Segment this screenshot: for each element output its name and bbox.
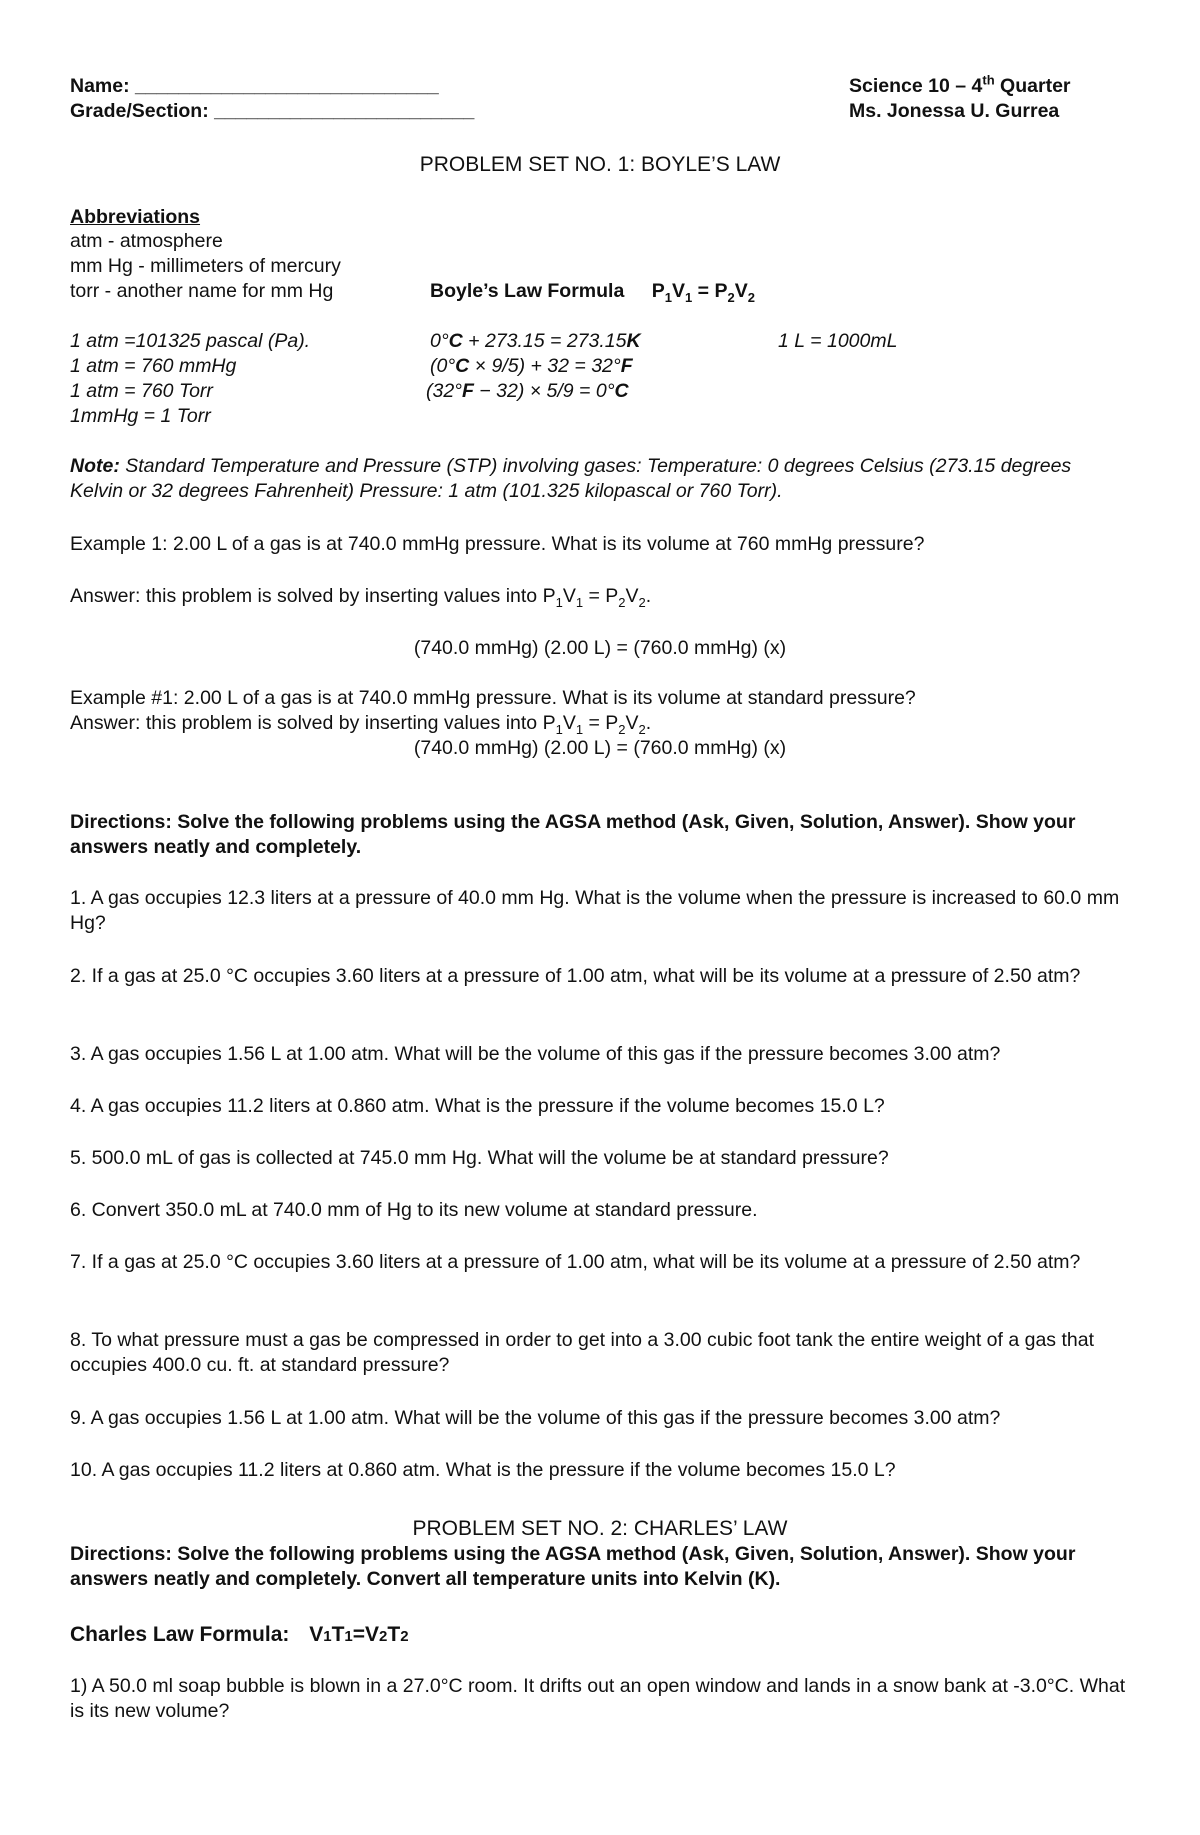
note-label: Note: [70,455,120,477]
formula-expression: V1T1=V2T2 [309,1623,409,1646]
charles-law-formula [70,1622,409,1649]
teacher-name: Ms. Jonessa U. Gurrea [849,100,1060,122]
set2-directions: Directions: Solve the following problems using the AGSA method (Ask, Given, Solution, Answer). Show your answers neatly and completely. Convert all temperature units into Kelvin (K). [70,1543,1076,1590]
conversion-item: 1mmHg = 1 Torr [70,405,211,427]
grade-label: Grade/Section: [70,100,215,122]
problem-item: 9. A gas occupies 1.56 L at 1.00 atm. What will be the volume of this gas if the pressure becomes 3.00 atm? [70,1407,1001,1429]
set2-title: PROBLEM SET NO. 2: CHARLES’ LAW [412,1517,788,1540]
name-label: Name: [70,75,136,97]
name-blank: ____________________________ [135,75,439,97]
grade-blank: ________________________ [214,100,475,122]
problem-item: 4. A gas occupies 11.2 liters at 0.860 atm. What is the pressure if the volume becomes 15.0 L? [70,1095,885,1117]
formula-label: Charles Law Formula: [70,1623,290,1646]
example-answer: Answer: this problem is solved by inserting values into $P_1V_1 = P_2V_2$. [70,585,652,610]
abbreviation-item: mm Hg - millimeters of mercury [70,255,341,277]
example-2: Example #1: 2.00 L of a gas is at 740.0 mmHg pressure. What is its volume at standard pressure? [70,687,916,709]
problem-item: 8. To what pressure must a gas be compressed in order to get into a 3.00 cubic foot tank the entire weight of a gas that occupies 400.0 cu. ft. at standard pressure? [70,1329,1094,1376]
abbreviation-item: atm - atmosphere [70,230,223,252]
problem-item: 10. A gas occupies 11.2 liters at 0.860 atm. What is the pressure if the volume becomes 15.0 L? [70,1459,896,1481]
abbreviation-item: torr - another name for mm Hg [70,280,334,302]
set1-directions: Directions: Solve the following problems using the AGSA method (Ask, Given, Solution, Answer). Show your answers neatly and completely. [70,811,1076,858]
problem-item: 1) A 50.0 ml soap bubble is blown in a 27.0°C room. It drifts out an open window and lands in a snow bank at -3.0°C. What is its new volume? [70,1675,1126,1722]
boyles-law-formula [430,279,755,304]
example-1: Example 1: 2.00 L of a gas is at 740.0 mmHg pressure. What is its volume at 760 mmHg pressure? [70,533,925,555]
problem-item: 7. If a gas at 25.0 °C occupies 3.60 liters at a pressure of 1.00 atm, what will be its volume at a pressure of 2.50 atm? [70,1251,1081,1273]
problem-item: 6. Convert 350.0 mL at 740.0 mm of Hg to its new volume at standard pressure. [70,1199,758,1221]
problem-item: 5. 500.0 mL of gas is collected at 745.0 mm Hg. What will the volume be at standard pressure? [70,1147,889,1169]
conversion-item: 1 atm =101325 pascal (Pa). [70,330,311,352]
temperature-formula: (32°F − 32) × 5/9 = 0°C [426,380,629,402]
problem-item: 3. A gas occupies 1.56 L at 1.00 atm. What will be the volume of this gas if the pressure becomes 3.00 atm? [70,1043,1001,1065]
conversion-item: 1 atm = 760 mmHg [70,355,237,377]
example-equation: (740.0 mmHg) (2.00 L) = (760.0 mmHg) (x) [413,737,787,759]
grade-section-field [70,99,474,124]
temperature-formula: 0°C + 273.15 = 273.15K [430,330,641,352]
abbreviations-heading: Abbreviations [70,206,201,228]
temperature-formula: (0°C × 9/5) + 32 = 32°F [430,355,633,377]
formula-label: Boyle’s Law Formula [430,280,625,302]
set1-title: PROBLEM SET NO. 1: BOYLE’S LAW [419,153,781,176]
problem-item: 2. If a gas at 25.0 °C occupies 3.60 liters at a pressure of 1.00 atm, what will be its volume at a pressure of 2.50 atm? [70,965,1081,987]
name-field [70,74,439,99]
example-answer: Answer: this problem is solved by inserting values into $P_1V_1 = P_2V_2$. [70,712,652,737]
problem-item: 1. A gas occupies 12.3 liters at a pressure of 40.0 mm Hg. What is the volume when the pressure is increased to 60.0 mm Hg? [70,887,1120,934]
stp-note [70,454,1120,504]
note-text: Standard Temperature and Pressure (STP) involving gases: Temperature: 0 degrees Celsius (273.15 degrees Kelvin or 32 degrees Fahrenheit) Pressure: 1 atm (101.325 kilopascal or 760 Torr). [70,455,1072,502]
subject-quarter: Science 10 – 4th Quarter [849,72,1071,97]
example-equation: (740.0 mmHg) (2.00 L) = (760.0 mmHg) (x) [413,637,787,659]
liter-conversion: 1 L = 1000mL [778,330,898,352]
conversion-item: 1 atm = 760 Torr [70,380,213,402]
formula-expression: $P_1V_1 = P_2V_2$ [651,280,755,305]
